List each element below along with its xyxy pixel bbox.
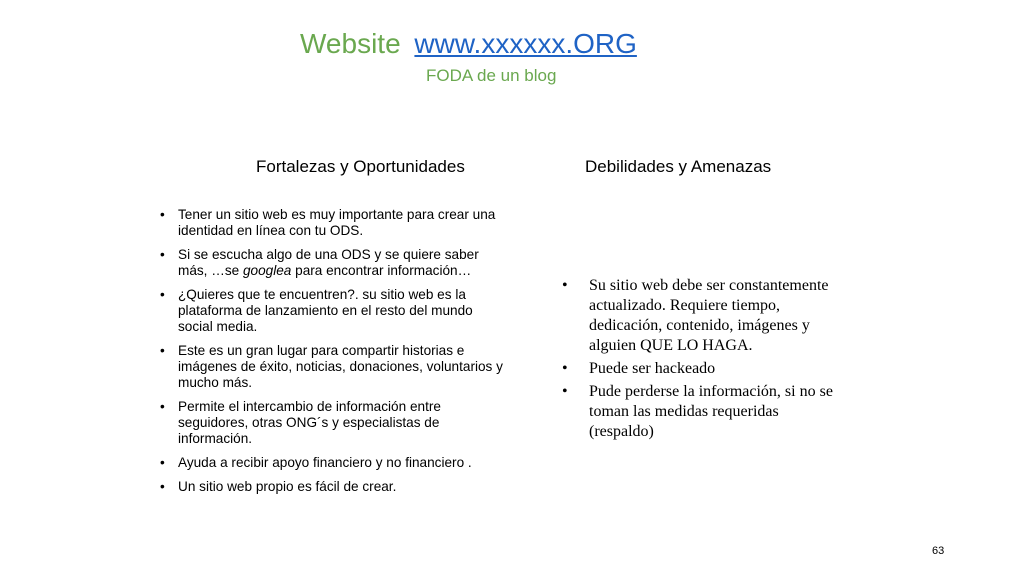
list-item: • Permite el intercambio de información entre seguidores, otras ONG´s y especialistas de información. bbox=[160, 399, 510, 447]
strengths-heading: Fortalezas y Oportunidades bbox=[256, 157, 465, 176]
weaknesses-list bbox=[562, 276, 842, 445]
title-prefix: Website bbox=[300, 28, 401, 59]
strengths-list bbox=[160, 207, 510, 503]
list-item: • ¿Quieres que te encuentren?. su sitio web es la plataforma de lanzamiento en el resto del mundo social media. bbox=[160, 287, 510, 335]
item-text-italic: googlea bbox=[242, 263, 292, 278]
list-item: • Su sitio web debe ser constantemente actualizado. Requiere tiempo, dedicación, contenido, imágenes y alguien QUE LO HAGA. bbox=[562, 276, 842, 356]
list-item: • Tener un sitio web es muy importante para crear una identidad en línea con tu ODS. bbox=[160, 207, 510, 239]
slide-title bbox=[300, 28, 637, 60]
item-text-part: para encontrar información… bbox=[291, 263, 472, 278]
list-item bbox=[160, 247, 510, 279]
list-item: • Un sitio web propio es fácil de crear. bbox=[160, 479, 510, 495]
slide-subtitle: FODA de un blog bbox=[426, 66, 557, 85]
weaknesses-heading: Debilidades y Amenazas bbox=[585, 157, 772, 176]
item-text-part: Si se escucha algo de una ODS y se quiere saber más, …se bbox=[178, 247, 479, 278]
slide-number: 63 bbox=[932, 545, 945, 557]
list-item: • Puede ser hackeado bbox=[562, 359, 842, 379]
list-item: • Pude perderse la información, si no se toman las medidas requeridas (respaldo) bbox=[562, 382, 842, 442]
list-item: • Ayuda a recibir apoyo financiero y no financiero . bbox=[160, 455, 510, 471]
website-link[interactable]: www.xxxxxx.ORG bbox=[414, 28, 637, 59]
list-item: • Este es un gran lugar para compartir historias e imágenes de éxito, noticias, donaciones, voluntarios y mucho más. bbox=[160, 343, 510, 391]
